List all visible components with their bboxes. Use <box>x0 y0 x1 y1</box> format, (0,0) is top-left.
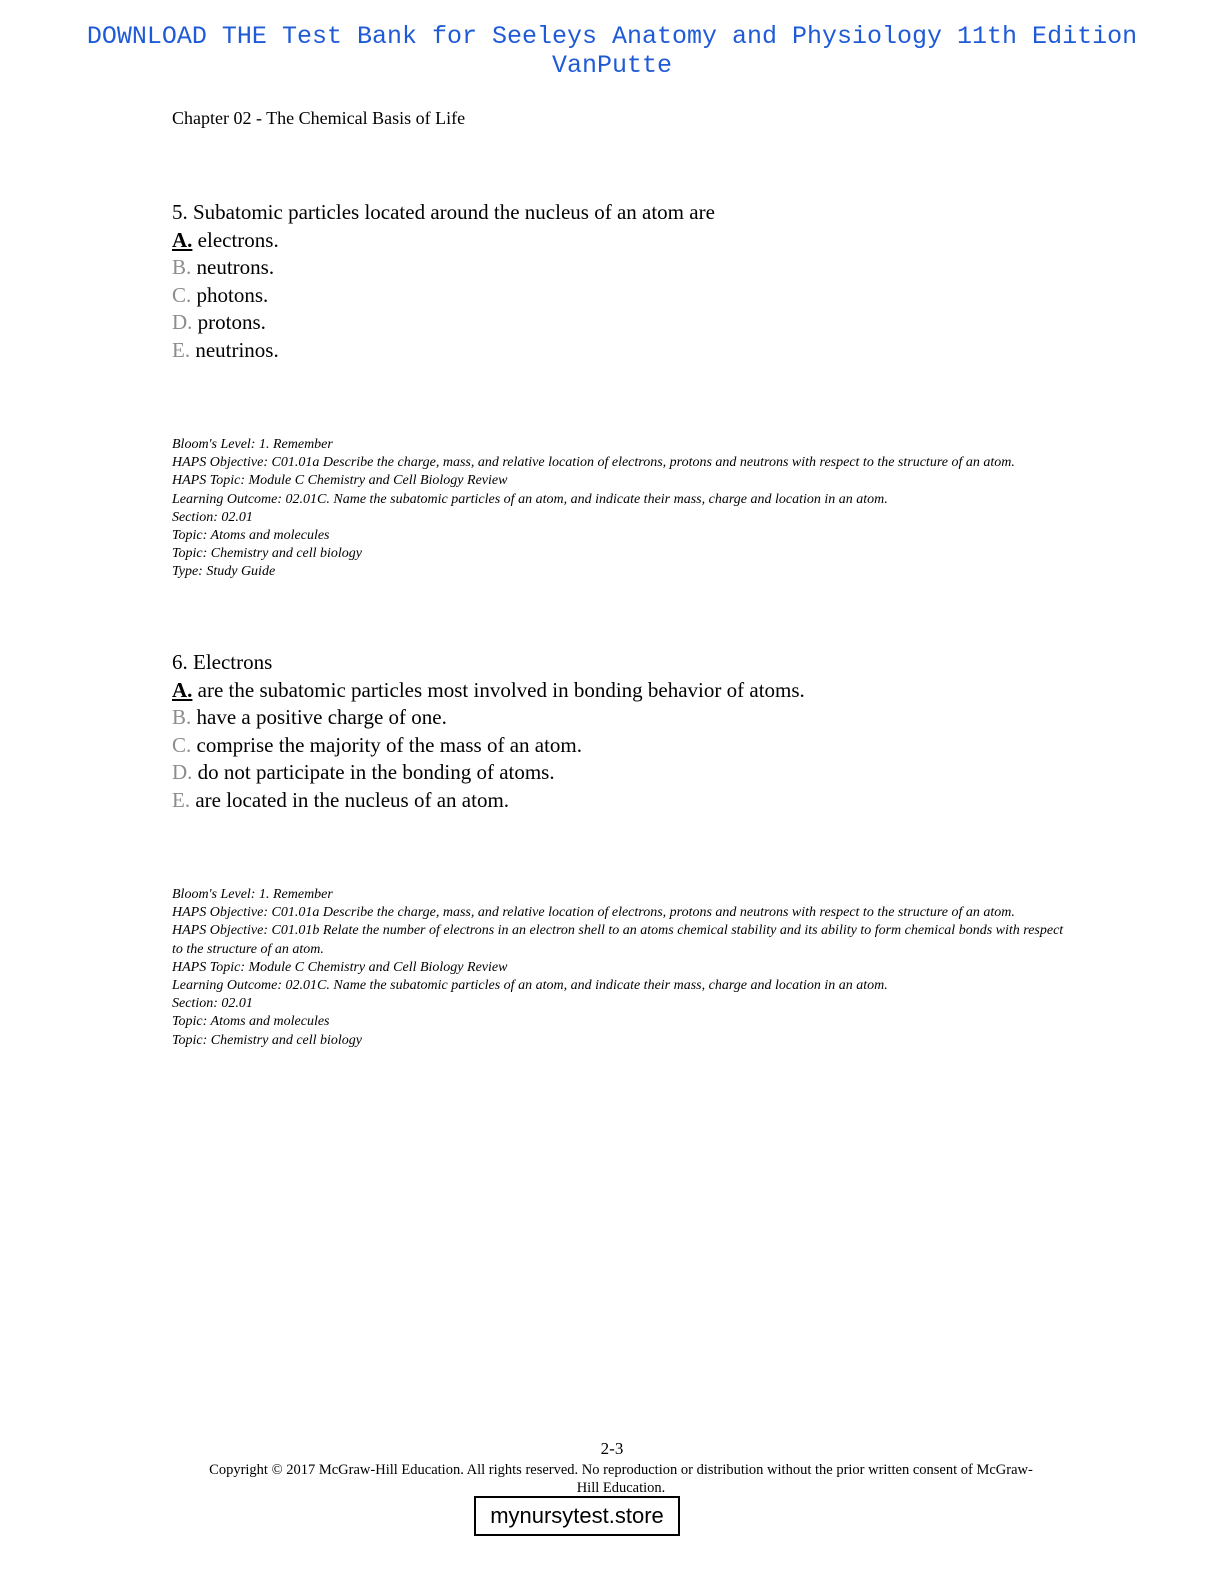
download-banner[interactable] <box>0 22 1224 80</box>
option-c <box>172 732 1072 760</box>
option-text: protons. <box>197 310 266 334</box>
haps-objective: HAPS Objective: C01.01a Describe the charge, mass, and relative location of electrons, protons and neutrons with respect to the structure of an atom. <box>172 905 1015 921</box>
option-text: electrons. <box>197 227 279 252</box>
option-letter: D. <box>172 310 193 334</box>
option-e <box>172 337 1072 365</box>
learning-outcome: Learning Outcome: 02.01C. Name the subatomic particles of an atom, and indicate their mass, charge and location in an atom. <box>172 978 888 994</box>
option-letter: E. <box>172 337 191 362</box>
question-text: 6. Electrons <box>172 650 273 674</box>
option-b <box>172 704 1072 732</box>
question-text: 5. Subatomic particles located around the nucleus of an atom are <box>172 200 715 224</box>
option-text: neutrons. <box>196 255 275 279</box>
page-number: 2-3 <box>600 1439 624 1458</box>
option-text: photons. <box>196 282 269 307</box>
question-6-metadata <box>172 886 1067 1050</box>
haps-objective: HAPS Objective: C01.01b Relate the number of electrons in an electron shell to an atoms chemical stability and its ability to form chemical bonds with respect to the structure of an atom. <box>172 923 1064 957</box>
haps-topic: HAPS Topic: Module C Chemistry and Cell Biology Review <box>172 959 508 975</box>
option-letter: A. <box>172 227 193 252</box>
blooms-level: Bloom's Level: 1. Remember <box>172 437 333 452</box>
question-6 <box>172 649 1072 814</box>
learning-outcome: Learning Outcome: 02.01C. Name the subatomic particles of an atom, and indicate their mass, charge and location in an atom. <box>172 491 888 507</box>
option-text: are located in the nucleus of an atom. <box>195 787 510 812</box>
haps-objective: HAPS Objective: C01.01a Describe the charge, mass, and relative location of electrons, protons and neutrons with respect to the structure of an atom. <box>172 455 1015 471</box>
option-letter: C. <box>172 732 192 757</box>
banner-line-2: VanPutte <box>551 51 673 80</box>
type: Type: Study Guide <box>172 564 276 580</box>
topic: Topic: Atoms and molecules <box>172 528 330 544</box>
blooms-level: Bloom's Level: 1. Remember <box>172 887 333 902</box>
option-letter: A. <box>172 677 193 702</box>
option-text: are the subatomic particles most involved in bonding behavior of atoms. <box>197 677 805 702</box>
option-letter: B. <box>172 255 192 279</box>
watermark-stamp[interactable]: mynursytest.store <box>474 1496 680 1536</box>
option-text: have a positive charge of one. <box>196 705 447 729</box>
topic: Topic: Atoms and molecules <box>172 1014 330 1030</box>
question-5 <box>172 199 1072 364</box>
option-a <box>172 227 1072 255</box>
option-text: do not participate in the bonding of atoms. <box>197 760 555 784</box>
option-letter: C. <box>172 282 192 307</box>
section: Section: 02.01 <box>172 509 253 525</box>
option-e <box>172 787 1072 815</box>
option-text: neutrinos. <box>195 337 279 362</box>
option-d <box>172 309 1072 337</box>
question-5-metadata <box>172 436 1067 582</box>
topic: Topic: Chemistry and cell biology <box>172 546 363 562</box>
option-letter: B. <box>172 705 192 729</box>
banner-line-1: DOWNLOAD THE Test Bank for Seeleys Anatomy and Physiology 11th Edition <box>86 22 1138 51</box>
option-b <box>172 254 1072 282</box>
option-letter: D. <box>172 760 193 784</box>
copyright-notice: Copyright © 2017 McGraw-Hill Education. All rights reserved. No reproduction or distribution without the prior written consent of McGraw-Hill Education. <box>209 1462 1033 1496</box>
option-d <box>172 759 1072 787</box>
option-letter: E. <box>172 787 191 812</box>
topic: Topic: Chemistry and cell biology <box>172 1032 363 1048</box>
section: Section: 02.01 <box>172 996 253 1012</box>
haps-topic: HAPS Topic: Module C Chemistry and Cell Biology Review <box>172 473 508 489</box>
option-text: comprise the majority of the mass of an atom. <box>196 732 583 757</box>
option-a <box>172 677 1072 705</box>
option-c <box>172 282 1072 310</box>
chapter-heading: Chapter 02 - The Chemical Basis of Life <box>172 108 466 128</box>
